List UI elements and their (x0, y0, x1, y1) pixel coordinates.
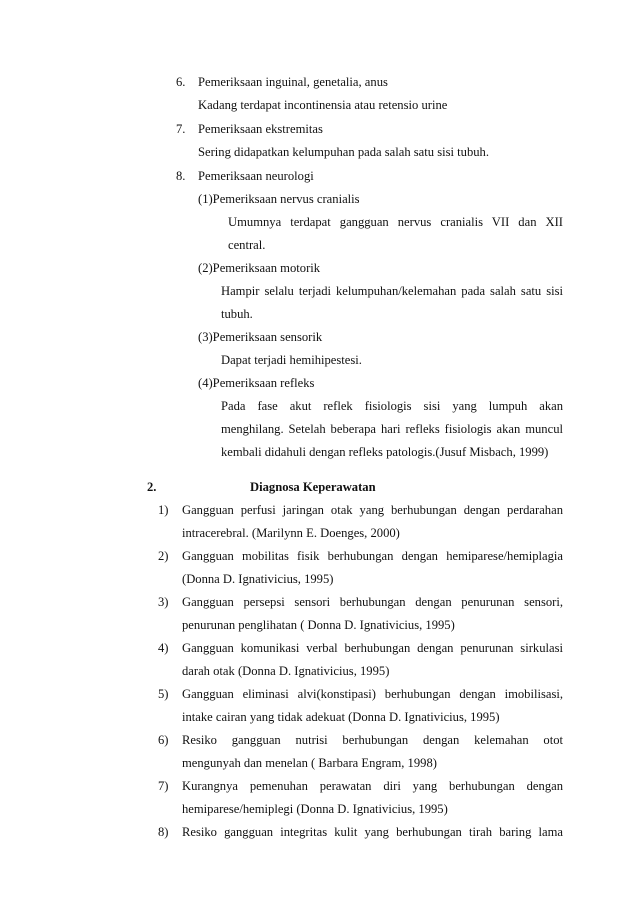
list-item-text: penurunan penglihatan ( Donna D. Ignativicius, 1995) (182, 618, 455, 632)
list-item-text: Gangguan komunikasi verbal berhubungan dengan penurunan sirkulasi (182, 641, 563, 655)
list-item-number: 4) (158, 641, 169, 655)
list-item-text: Gangguan persepsi sensori berhubungan dengan penurunan sensori, (182, 595, 563, 609)
section-heading: Diagnosa Keperawatan (250, 480, 376, 494)
sub-item-title: (4)Pemeriksaan refleks (198, 376, 315, 390)
sub-item-title: (1)Pemeriksaan nervus cranialis (198, 192, 360, 206)
sub-item-title: (3)Pemeriksaan sensorik (198, 330, 323, 344)
list-item-text: (Donna D. Ignativicius, 1995) (182, 572, 334, 586)
list-item-number: 8) (158, 825, 169, 839)
sub-item-text: menghilang. Setelah beberapa hari refleks fisiologis akan muncul (221, 422, 563, 436)
list-item-text: mengunyah dan menelan ( Barbara Engram, 1998) (182, 756, 437, 770)
item-title: Pemeriksaan neurologi (198, 169, 314, 183)
list-item-text: Kurangnya pemenuhan perawatan diri yang berhubungan dengan (182, 779, 563, 793)
list-item-text: hemiparese/hemiplegi (Donna D. Ignativicius, 1995) (182, 802, 448, 816)
list-item-number: 7) (158, 779, 169, 793)
list-item-number: 1) (158, 503, 169, 517)
list-item-text: Resiko gangguan nutrisi berhubungan dengan kelemahan otot (182, 733, 563, 747)
list-item-text: Resiko gangguan integritas kulit yang berhubungan tirah baring lama (182, 825, 563, 839)
list-item-text: Gangguan perfusi jaringan otak yang berhubungan dengan perdarahan (182, 503, 563, 517)
sub-item-text: kembali didahuli dengan refleks patologis.(Jusuf Misbach, 1999) (221, 445, 549, 459)
list-item-number: 3) (158, 595, 169, 609)
sub-item-text: Pada fase akut reflek fisiologis sisi yang lumpuh akan (221, 399, 563, 413)
list-item-text: intake cairan yang tidak adekuat (Donna D. Ignativicius, 1995) (182, 710, 500, 724)
sub-item-text: tubuh. (221, 307, 253, 321)
item-number: 7. (176, 122, 186, 136)
list-item-text: Gangguan eliminasi alvi(konstipasi) berhubungan dengan imobilisasi, (182, 687, 563, 701)
section-number: 2. (147, 480, 157, 494)
item-number: 6. (176, 75, 186, 89)
sub-item-text: Dapat terjadi hemihipestesi. (221, 353, 362, 367)
list-item-text: intracerebral. (Marilynn E. Doenges, 2000) (182, 526, 400, 540)
item-text: Kadang terdapat incontinensia atau retensio urine (198, 98, 448, 112)
sub-item-text: Umumnya terdapat gangguan nervus cranialis VII dan XII (228, 215, 563, 229)
sub-item-title: (2)Pemeriksaan motorik (198, 261, 321, 275)
sub-item-text: central. (228, 238, 266, 252)
item-title: Pemeriksaan inguinal, genetalia, anus (198, 75, 388, 89)
list-item-text: darah otak (Donna D. Ignativicius, 1995) (182, 664, 390, 678)
item-text: Sering didapatkan kelumpuhan pada salah satu sisi tubuh. (198, 145, 489, 159)
list-item-number: 2) (158, 549, 169, 563)
list-item-text: Gangguan mobilitas fisik berhubungan dengan hemiparese/hemiplagia (182, 549, 563, 563)
item-number: 8. (176, 169, 186, 183)
sub-item-text: Hampir selalu terjadi kelumpuhan/kelemahan pada salah satu sisi (221, 284, 563, 298)
list-item-number: 6) (158, 733, 169, 747)
item-title: Pemeriksaan ekstremitas (198, 122, 323, 136)
list-item-number: 5) (158, 687, 169, 701)
